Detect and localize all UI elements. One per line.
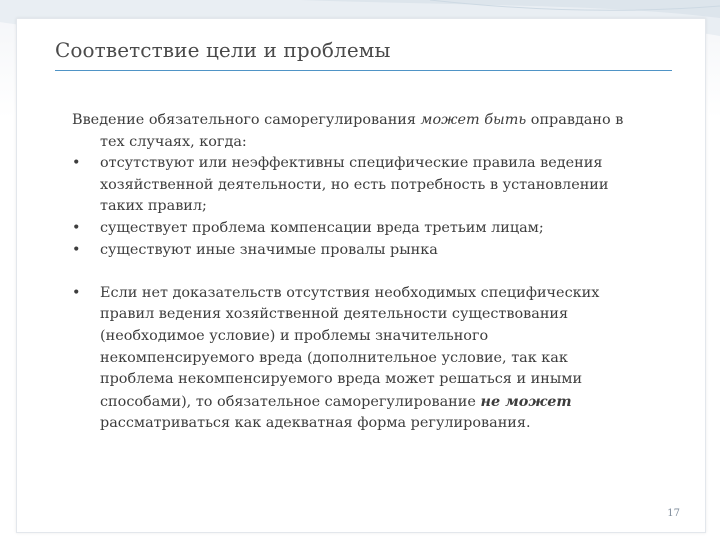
list-item — [72, 218, 632, 240]
conditions-list — [72, 153, 632, 261]
conclusion-text-end: рассматриваться как адекватная форма регулирования. — [100, 415, 531, 432]
slide-number: 17 — [667, 508, 680, 519]
slide-body — [72, 110, 632, 435]
list-item — [72, 153, 632, 218]
bullet-icon: • — [72, 155, 81, 172]
intro-paragraph — [72, 110, 632, 153]
conclusion-item — [72, 283, 632, 435]
bullet-icon: • — [72, 284, 81, 301]
list-item-text: отсутствуют или неэффективны специфические правила ведения хозяйственной деятельности, но есть потребность в установлении таких правил; — [100, 155, 609, 215]
list-item-text: существуют иные значимые провалы рынка — [100, 241, 438, 258]
paragraph-spacer — [72, 261, 632, 283]
list-item — [72, 240, 632, 262]
list-item-text: существует проблема компенсации вреда третьим лицам; — [100, 219, 544, 236]
conclusion-list — [72, 283, 632, 435]
intro-emphasis: может быть — [420, 112, 527, 128]
bullet-icon: • — [72, 219, 81, 236]
intro-text: Введение обязательного саморегулирования — [72, 112, 421, 128]
conclusion-emphasis: не может — [480, 392, 572, 410]
intro-text-end: оправдано в тех случаях, когда: — [100, 112, 624, 150]
slide-title: Соответствие цели и проблемы — [55, 38, 391, 62]
bullet-icon: • — [72, 241, 81, 258]
conclusion-text: Если нет доказательств отсутствия необходимых специфических правил ведения хозяйственной деятельности существования (необходимое условие) и проблемы значительного некомпенсируемого вреда (дополнительное условие, так как проблема некомпенсируемого вреда может решаться и иными способами), то обязательное саморегулирование — [100, 284, 600, 410]
title-underline — [55, 70, 672, 71]
